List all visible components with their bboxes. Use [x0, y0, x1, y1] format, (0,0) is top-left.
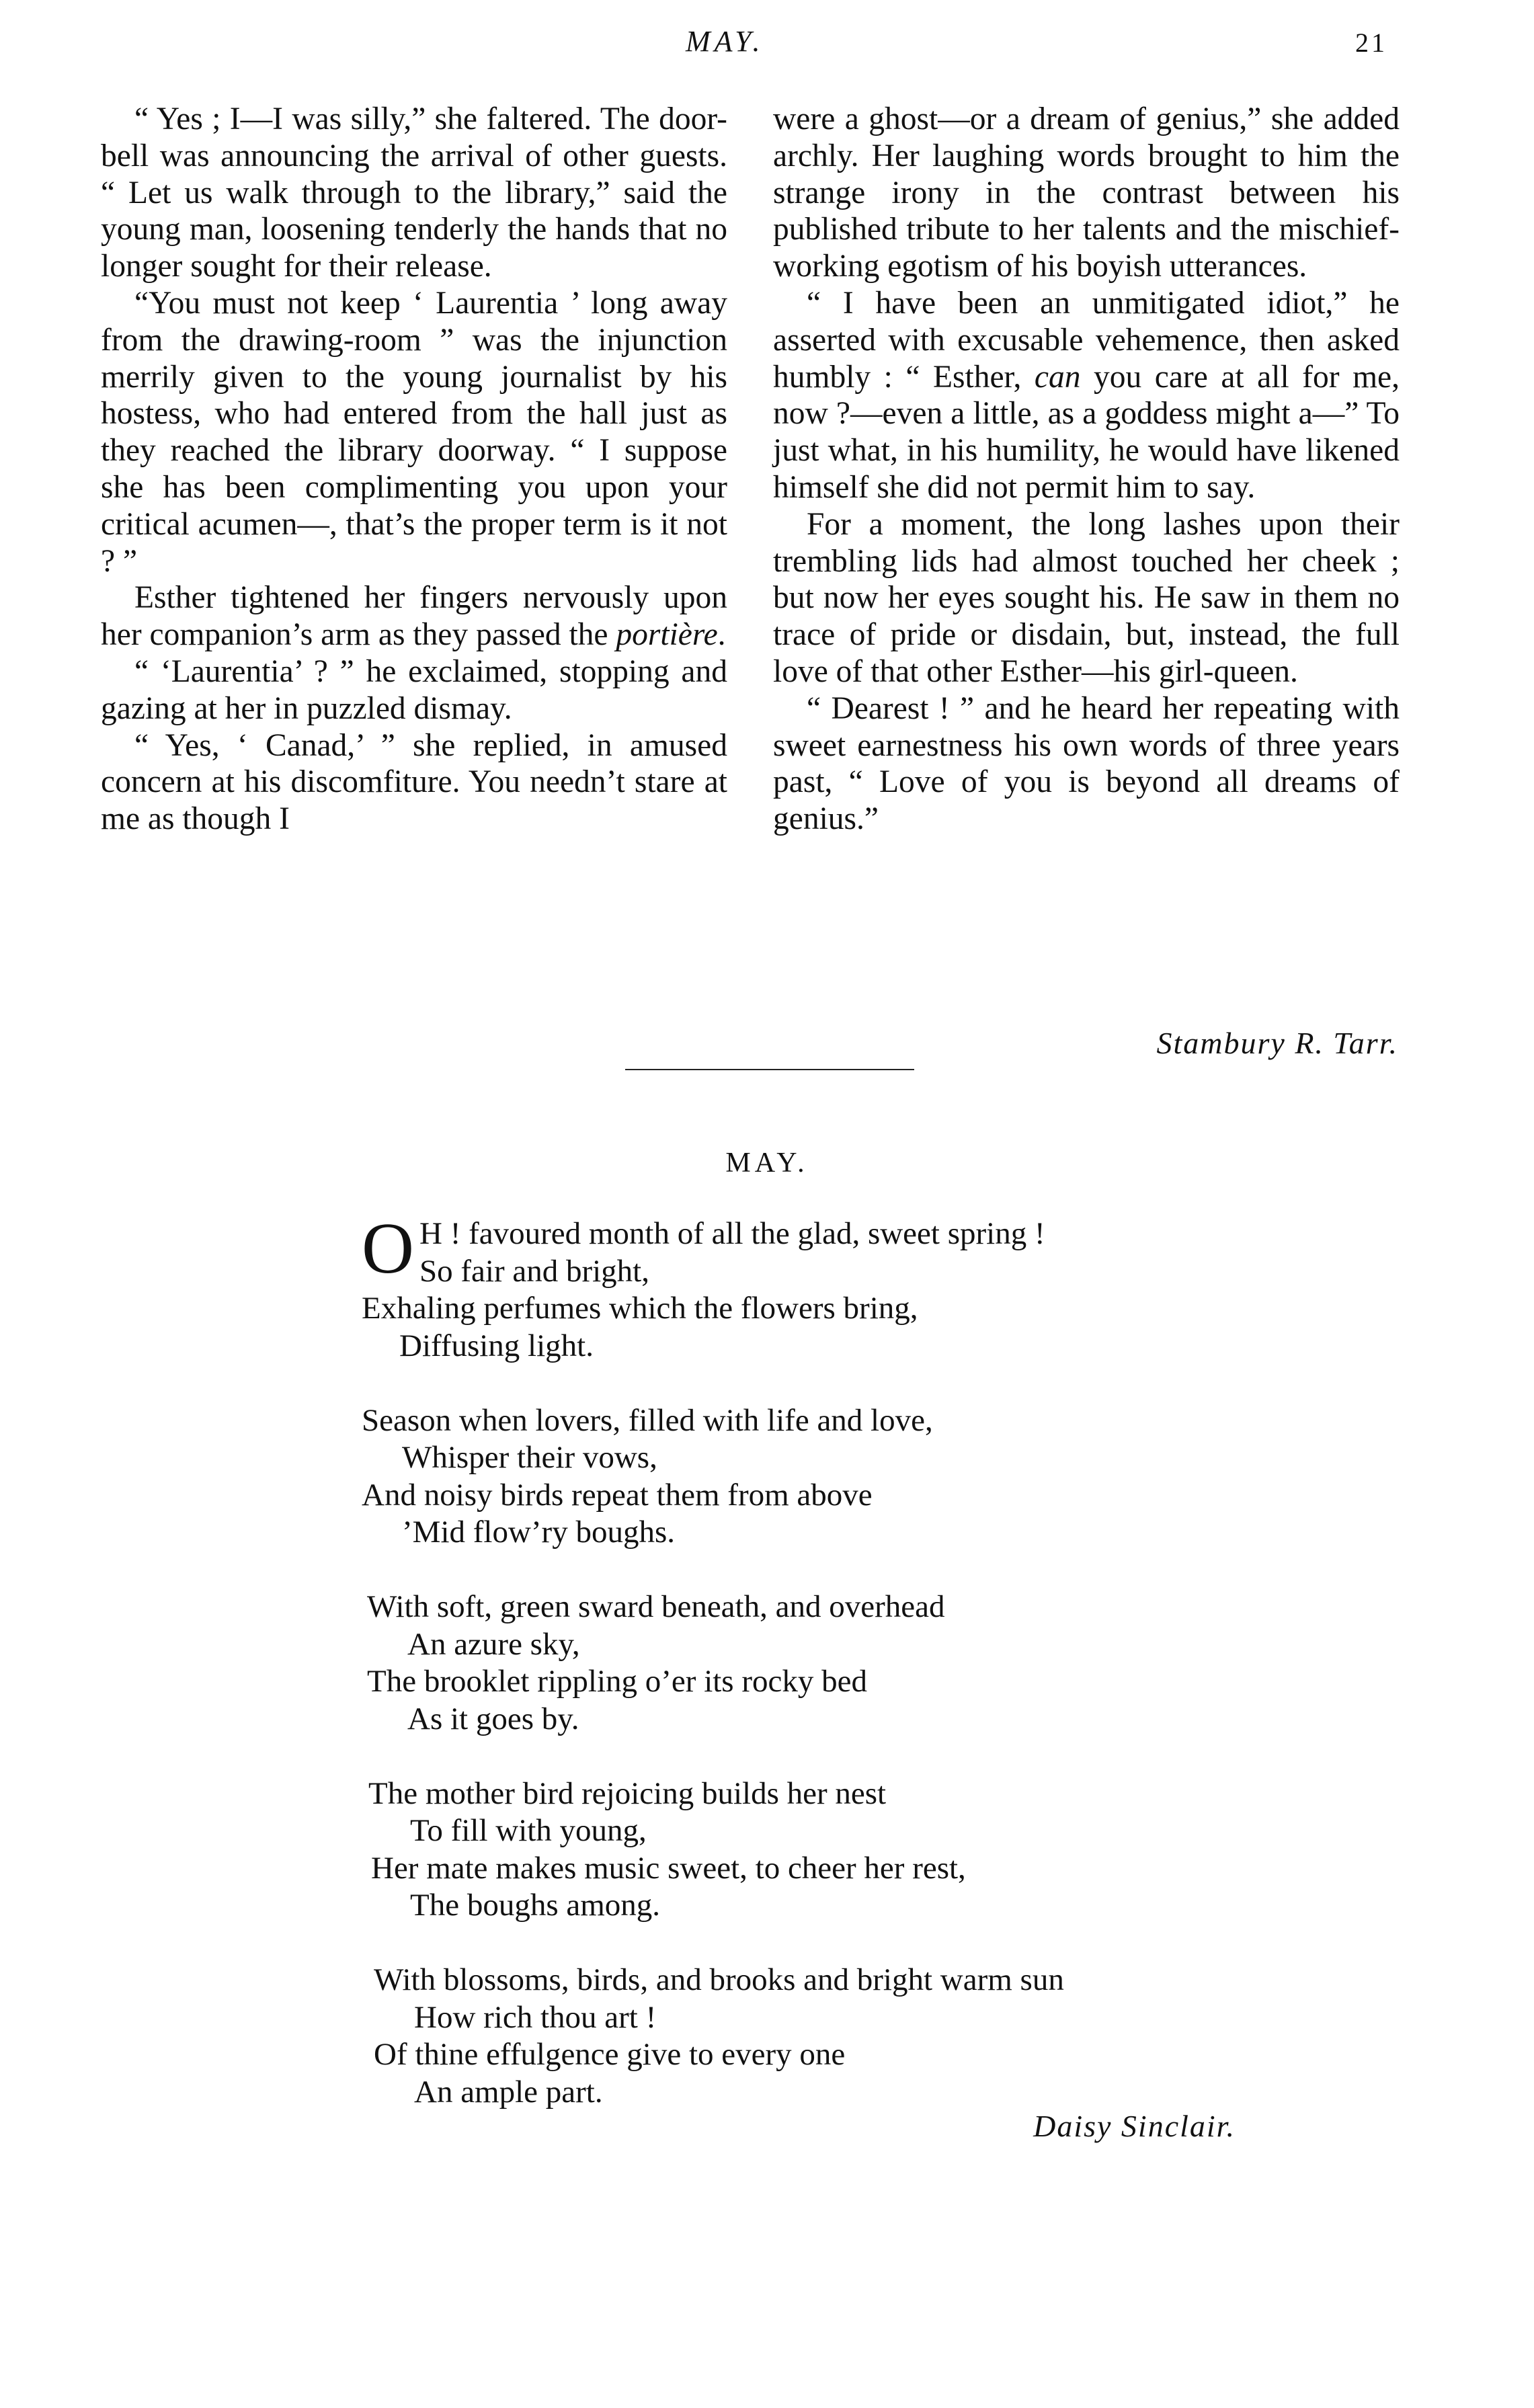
poem-line: Of thine effulgence give to every one [374, 2037, 846, 2072]
poem-stanza [362, 1589, 1303, 1738]
story-left-column [101, 101, 727, 838]
drop-cap: O [362, 1209, 414, 1289]
story-author-signature: Stambury R. Tarr. [1156, 1026, 1398, 1060]
poem-line: Season when lovers, filled with life and love, [362, 1402, 933, 1438]
paragraph-text: “ I have been an unmitigated idiot,” he asserted with excusable vehemence, then asked humbly : “ Esther, [773, 285, 1400, 395]
poem-stanza [362, 1775, 1303, 1925]
poem-line: With soft, green sward beneath, and overhead [367, 1589, 945, 1624]
poem-line: An ample part. [414, 2074, 603, 2110]
paragraph [773, 285, 1400, 506]
paragraph [101, 579, 727, 653]
poem-line: The brooklet rippling o’er its rocky bed [367, 1664, 867, 1699]
poem-stanza [362, 1209, 1303, 1365]
emphasis-word: can [1034, 359, 1081, 395]
poem-line: O H ! favoured month of all the glad, sweet spring ! [362, 1209, 1045, 1289]
emphasis-word: portière [616, 617, 718, 653]
paragraph-text: . [717, 617, 726, 653]
poem-line: Whisper their vows, [402, 1440, 657, 1475]
paragraph: “ Dearest ! ” and he heard her repeating with sweet earnestness his own words of three years past, “ Love of you is beyond all dreams of genius.” [773, 690, 1400, 837]
poem-line: The mother bird rejoicing builds her nest [368, 1775, 887, 1811]
poem-line: ’Mid flow’ry boughs. [402, 1515, 675, 1550]
poem-stanza [362, 1962, 1303, 2111]
paragraph: “You must not keep ‘ Laurentia ’ long away from the drawing-room ” was the injunction merrily given to the young journalist by his hostess, who had entered from the hall just as they reached the library doorway. “ I suppose she has been complimenting you upon your critical acumen—, that’s the proper term is it not ? ” [101, 285, 727, 579]
paragraph: “ Yes, ‘ Canad,’ ” she replied, in amused concern at his discomfiture. You needn’t stare at me as though I [101, 727, 727, 837]
poem-line: Exhaling perfumes which the flowers bring, [362, 1291, 918, 1326]
poem-line: The boughs among. [410, 1888, 661, 1923]
paragraph: For a moment, the long lashes upon their trembling lids had almost touched her cheek ; but now her eyes sought his. He saw in them no trace of pride or disdain, but, instead, the full love of that other Esther—his girl-queen. [773, 506, 1400, 689]
page-number: 21 [1355, 28, 1387, 58]
poem-line: So fair and bright, [419, 1253, 649, 1289]
poem-line: Diffusing light. [399, 1328, 594, 1363]
paragraph: “ Yes ; I—I was silly,” she faltered. The door-bell was announcing the arrival of other guests. “ Let us walk through to the library,” said the young man, loosening tenderly the hands that no longer sought for their release. [101, 102, 727, 284]
poem [362, 1209, 1303, 2149]
paragraph: “ ‘Laurentia’ ? ” he exclaimed, stopping and gazing at her in puzzled dismay. [101, 653, 727, 726]
poem-title: MAY. [725, 1148, 809, 1178]
paragraph-text: Esther tightened her fingers nervously upon her companion’s arm as they passed the [101, 580, 727, 653]
poem-line: An azure sky, [407, 1626, 580, 1662]
poem-line: As it goes by. [407, 1701, 579, 1736]
poem-line: Her mate makes music sweet, to cheer her rest, [371, 1850, 966, 1886]
paragraph-continued: were a ghost—or a dream of genius,” she added archly. Her laughing words brought to him the strange irony in the contrast between his published tribute to her talents and the mischief-working egotism of his boyish utterances. [773, 102, 1400, 284]
poem-line: With blossoms, birds, and brooks and bright warm sun [374, 1962, 1064, 1997]
running-title: MAY. [686, 25, 764, 58]
running-head [0, 24, 1534, 71]
poem-line: And noisy birds repeat them from above [362, 1477, 873, 1513]
poem-line: How rich thou art ! [414, 1999, 657, 2035]
poem-author-signature: Daisy Sinclair. [1033, 2109, 1236, 2143]
story-right-column [773, 101, 1400, 838]
section-divider [625, 1069, 914, 1070]
paragraph-text: you care at all for me, now ?—even a little, as a goddess might a—” To just what, in his humility, he would have likened himself she did not permit him to say. [773, 359, 1400, 505]
poem-stanza [362, 1402, 1303, 1552]
poem-line: To fill with young, [410, 1813, 647, 1848]
